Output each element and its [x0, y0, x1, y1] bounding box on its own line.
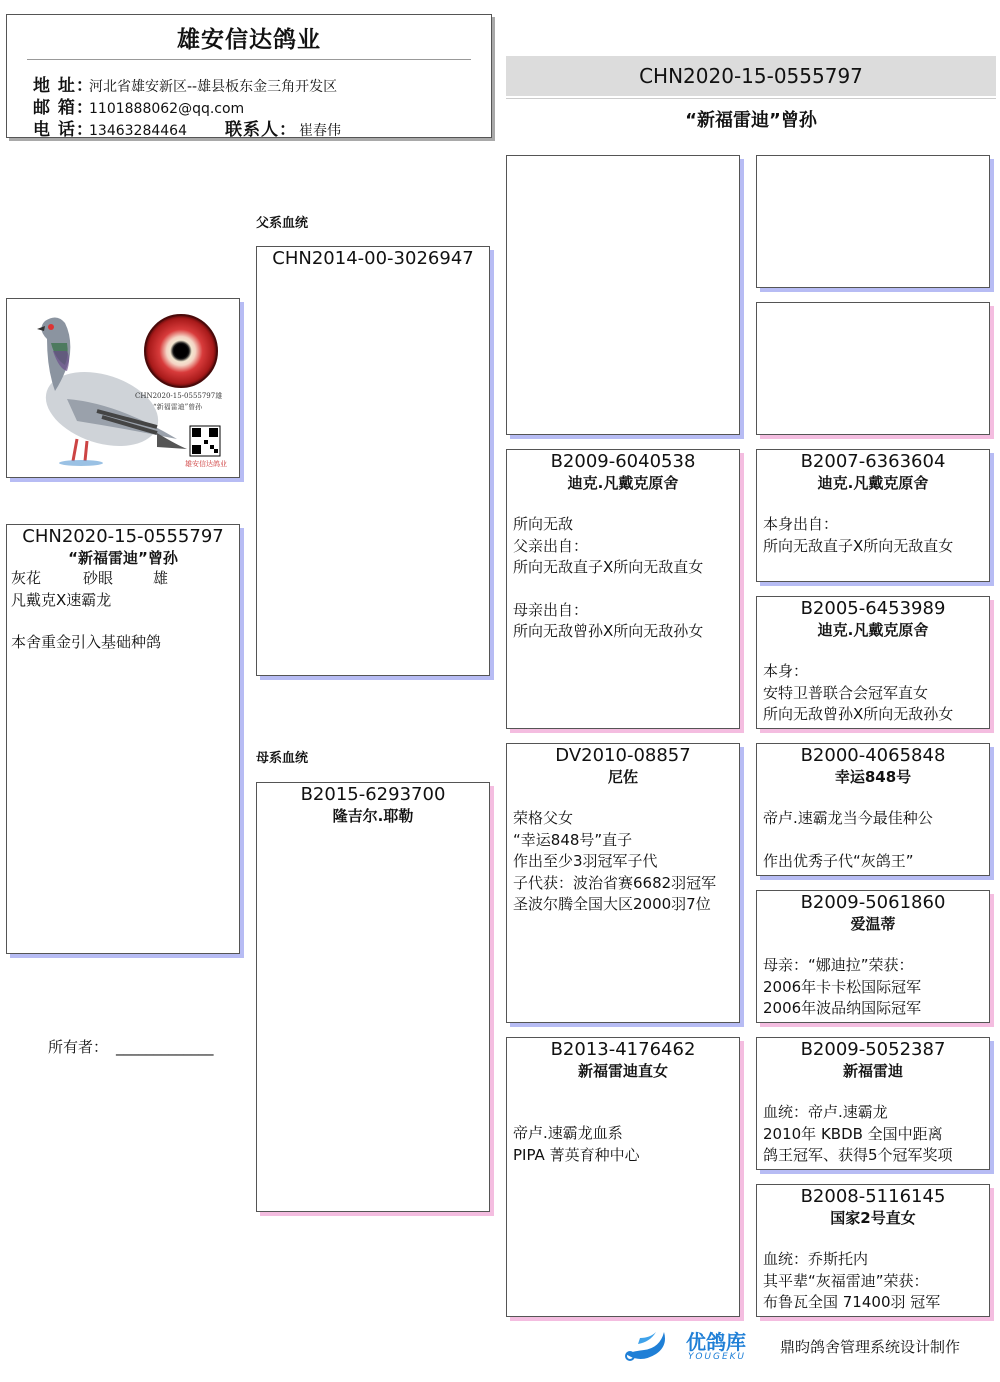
gen3-ring: B2009-6040538 [550, 451, 696, 472]
gen4-line: 本身： [763, 662, 809, 680]
gen4-box-5 [756, 743, 990, 876]
yougeku-logo [620, 1324, 760, 1366]
gen4-name: 国家2号直女 [830, 1209, 916, 1227]
gen4-ring: B2008-5116145 [800, 1186, 946, 1207]
owner-label: 所有者： [48, 1038, 109, 1056]
gen4-line: 所向无敌直子X所向无敌直女 [763, 536, 954, 555]
breeder-info-box [6, 14, 492, 138]
gen4-box-1 [756, 155, 990, 288]
gen3-line: 所向无敌 [513, 515, 574, 533]
subject-color: 灰花 [11, 569, 42, 587]
logo-text-en: YOUGEKU [688, 1352, 747, 1362]
pigeon-photo [6, 298, 240, 478]
owner-blank: _____________ [116, 1038, 214, 1056]
gen3-name: 尼佐 [607, 768, 638, 786]
gen3-line: 子代获：波治省赛6682羽冠军 [513, 873, 717, 892]
gen4-ring: B2005-6453989 [800, 598, 946, 619]
gen4-name: 爱温蒂 [850, 915, 896, 933]
photo-caption-ring: CHN2020-15-0555797雄 [135, 392, 223, 400]
photo-caption-name: “新福雷迪”曾孙 [153, 403, 203, 411]
subject-sex: 雄 [153, 569, 169, 587]
gen4-line: 作出优秀子代“灰鸽王” [763, 851, 914, 870]
email-label: 邮 箱： [33, 98, 94, 118]
pigeon-illustration [7, 299, 240, 478]
gen3-name: 迪克.凡戴克原舍 [567, 474, 679, 492]
gen4-ring: B2009-5052387 [800, 1039, 946, 1060]
swirl-logo-icon [620, 1324, 680, 1366]
gen3-line: 父亲出自： [513, 536, 589, 555]
gen4-line: 安特卫普联合会冠军直女 [763, 683, 929, 702]
gen4-line: 2006年波品纳国际冠军 [763, 999, 922, 1017]
gen3-line: “幸运848号”直子 [513, 830, 633, 849]
gen4-line: 本身出自： [763, 515, 839, 533]
phone-label: 电 话： [33, 120, 94, 140]
title-divider [506, 98, 996, 99]
paternal-granddam-box [506, 449, 740, 729]
sire-line-label: 父系血统 [256, 216, 309, 231]
gen3-ring: DV2010-08857 [555, 745, 691, 766]
address-label: 地 址： [33, 76, 94, 96]
gen3-ring: B2013-4176462 [550, 1039, 696, 1060]
gen3-line: 所向无敌直子X所向无敌直女 [513, 558, 704, 576]
pigeon-ring-title: CHN2020-15-0555797 [506, 56, 996, 96]
divider [27, 59, 471, 60]
logo-text-cn: 优鸽库 [686, 1330, 746, 1354]
maternal-granddam-box [506, 1037, 740, 1317]
gen3-name: 新福雷迪直女 [577, 1062, 668, 1080]
gen3-line: 荣格父女 [513, 809, 574, 827]
subject-pigeon-box [6, 524, 240, 954]
gen3-line: 帝卢.速霸龙血系 [513, 1124, 623, 1142]
dam-line-label: 母系血统 [256, 751, 309, 766]
gen3-line: 圣波尔腾全国大区2000羽7位 [513, 895, 711, 913]
paternal-grandsire-box [506, 155, 740, 435]
gen4-box-2 [756, 302, 990, 435]
gen4-box-6 [756, 890, 990, 1023]
phone-row [33, 115, 341, 140]
gen4-line: 母亲：“娜迪拉”荣获： [763, 956, 914, 974]
gen3-line: 所向无敌曾孙X所向无敌孙女 [513, 622, 704, 640]
gen4-line: 帝卢.速霸龙当今最佳种公 [763, 809, 933, 827]
gen4-line: 2006年卡卡松国际冠军 [763, 977, 922, 996]
gen3-line: 作出至少3羽冠军子代 [513, 852, 658, 870]
maternal-grandsire-box [506, 743, 740, 1023]
gen4-name: 迪克.凡戴克原舍 [817, 621, 929, 639]
gen4-line: 血统：帝卢.速霸龙 [763, 1103, 888, 1121]
subject-ring: CHN2020-15-0555797 [22, 526, 224, 547]
gen4-box-4 [756, 596, 990, 729]
gen4-box-8 [756, 1184, 990, 1317]
owner-field [48, 1036, 214, 1057]
dam-ring: B2015-6293700 [300, 784, 446, 805]
gen4-ring: B2007-6363604 [800, 451, 946, 472]
gen4-line: 血统：乔斯托内 [763, 1250, 869, 1268]
subject-eye: 砂眼 [83, 569, 114, 587]
gen4-ring: B2000-4065848 [800, 745, 946, 766]
subject-line: 凡戴克X速霸龙 [11, 590, 112, 609]
gen4-line: 布鲁瓦全国 71400羽 冠军 [763, 1293, 941, 1311]
footer-credit: 鼎昀鸽舍管理系统设计制作 [780, 1338, 961, 1356]
dam-box [256, 782, 490, 1212]
gen3-line: PIPA 菁英育种中心 [513, 1145, 640, 1164]
email-value: 1101888062@qq.com [89, 101, 245, 117]
gen4-name: 迪克.凡戴克原舍 [817, 474, 929, 492]
gen4-ring: B2009-5061860 [800, 892, 946, 913]
sire-box [256, 246, 490, 676]
gen4-name: 新福雷迪 [842, 1062, 903, 1080]
photo-qr-caption: 雄安信达鸽业 [185, 460, 227, 468]
contact-value: 崔春伟 [299, 123, 341, 139]
subject-name: “新福雷迪”曾孙 [68, 549, 178, 567]
dam-name: 隆吉尔.耶勒 [332, 807, 414, 825]
gen4-line: 2010年 KBDB 全国中距离 [763, 1124, 943, 1143]
gen4-line: 鸽王冠军、获得5个冠军奖项 [763, 1146, 953, 1164]
gen3-line: 母亲出自： [513, 600, 589, 619]
subject-note: 本舍重金引入基础种鸽 [11, 633, 162, 651]
sire-ring: CHN2014-00-3026947 [272, 248, 474, 269]
gen4-box-7 [756, 1037, 990, 1170]
subject-traits [7, 568, 239, 590]
gen4-line: 其平辈“灰福雷迪”荣获： [763, 1271, 929, 1290]
contact-label: 联系人： [225, 120, 297, 140]
gen4-name: 幸运848号 [834, 768, 912, 786]
gen4-box-3 [756, 449, 990, 582]
address-value: 河北省雄安新区--雄县板东金三角开发区 [89, 79, 338, 95]
gen4-line: 所向无敌曾孙X所向无敌孙女 [763, 705, 954, 723]
breeder-name: 雄安信达鸽业 [177, 27, 321, 53]
phone-value: 13463284464 [89, 123, 187, 139]
pigeon-subtitle: “新福雷迪”曾孙 [685, 110, 817, 131]
